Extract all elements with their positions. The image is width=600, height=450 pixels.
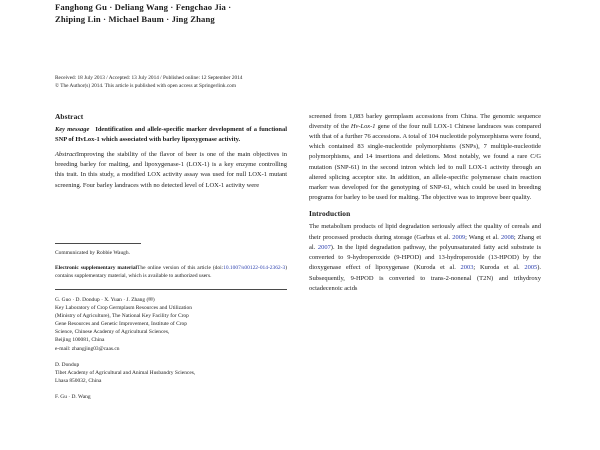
affiliation-2-authors: D. Dondup [55,361,80,368]
abstract-continuation [309,112,541,204]
affiliation-1 [55,296,287,353]
doi-link[interactable]: 10.1007/s00122-014-2362-3 [223,265,286,272]
citation-link-garbus-2009[interactable]: 2009 [452,233,466,241]
key-message-text: Identification and allele-specific marker development of a functional SNP of HvLox-1 which associated with barley lipoxygenase activity. [55,125,287,143]
citation-link-zhang-2007[interactable]: 2007 [317,243,331,251]
affiliation-2 [55,361,287,386]
esm-text-b: ) contains supplementary material, which is available to authorized users. [55,265,287,280]
footnote-rule-top [55,243,141,244]
affiliation-3-authors: F. Gu · D. Wang [55,394,91,401]
affiliation-2-line-1: Tibet Academy of Agricultural and Animal Husbandry Sciences, [55,369,196,376]
footnote-rule-middle [55,289,287,290]
affiliation-1-line-2: (Ministry of Agriculture), The National Key Facility for Crop [55,312,189,319]
key-message-paragraph [55,125,287,145]
author-line-2: Zhiping Lin · Michael Baum · Jing Zhang [55,14,215,25]
affiliation-1-line-4: Science, Chinese Academy of Agricultural Sciences, [55,329,170,336]
citation-link-kuroda-2003[interactable]: 2003 [460,264,474,272]
abstract-text-left: Improving the stability of the flavor of beer is one of the main objectives in breeding barley for malting, and lipoxygenase-1 (LOX-1) is a key enzyme controlling this trait. In this study, a modified LOX activity assay was used for null LOX-1 mutant screening. Four barley landraces with no detected level of LOX-1 activity were [55,150,287,189]
affiliation-1-line-3: Gene Resources and Genetic Improvement, Institute of Crop [55,321,187,328]
intro-seg-4: ). In the lipid degradation pathway, the polyunsaturated fatty acid substrate is converted to 9-hydroperoxide (9-HPOD) and 13-hydroperoxide (13-HPOD) by the dioxygenase effect of lipoxygenase (Kuroda et al. [309,243,541,272]
abstract-label: Abstract [55,150,77,158]
key-message-label: Key message [55,125,90,133]
affiliation-2-line-2: Lhasa 850032, China [55,378,102,385]
intro-seg-2: ; Wang et al. [465,233,502,241]
affiliation-1-email[interactable]: e-mail: zhangjing03@caas.cn [55,345,120,352]
citation-link-wang-2008[interactable]: 2008 [501,233,514,241]
author-line-1: Fanghong Gu · Deliang Wang · Fengchao Jia · [55,2,232,12]
intro-seg-6: ). Subsequently, 9-HPOD is converted to trans-2-nonenal (T2N) and trihydroxy octadecenoic acids [309,264,542,292]
affiliation-1-authors: G. Guo · D. Dondup · X. Yuan · J. Zhang (✉) [55,296,155,303]
introduction-heading: Introduction [309,209,351,219]
esm-text [55,264,287,280]
esm-text-a: The online version of this article (doi: [137,265,224,272]
intro-seg-1: The metabolism products of lipid degradation seriously affect the quality of cereals and their processed products during storage (Garbus et al. [309,223,541,241]
footnote-block [55,243,287,409]
introduction-paragraph [309,222,541,294]
gene-name-hvlox1: Hv-Lox-1 [350,122,376,130]
communicated-by-text: Communicated by Robbie Waugh. [55,250,130,256]
received-accepted-line: Received: 18 July 2013 / Accepted: 13 July 2014 / Published online: 12 September 2014 [55,75,243,82]
intro-seg-3: ; Zhang et al. [309,233,541,251]
abstract-heading: Abstract [55,111,84,121]
publication-dates [55,74,548,90]
abstract-cont-b: gene of the four null LOX-1 Chinese landraces was compared with that of a further 76 accessions. A total of 104 nucleotide polymorphisms were found, which contained 83 single-nucleotide polymorphisms (SNPs), 7 multiple-nucleotide polymorphisms, and 14 insertions and deletions. Most notably, we found a rare C/G mutation (SNP-61) in the second intron which led to null LOX-1 activity through an altered splicing acceptor site. In addition, an allele-specific polymerase chain reaction marker was developed for the genotyping of SNP-61, which could be used in breeding programs for barley to be used for malting. The objective was to improve beer quality. [309,122,541,202]
esm-label: Electronic supplementary material [55,265,138,272]
communicated-by-block [55,249,287,257]
abstract-paragraph [55,150,287,191]
copyright-line: © The Author(s) 2014. This article is published with open access at Springerlink.com [55,83,236,90]
abstract-cont-a: screened from 1,083 barley germplasm accessions from China. The genomic sequence diversity of the [309,112,541,130]
author-list [55,0,548,25]
right-column [309,112,541,295]
affiliation-3 [55,393,287,401]
affiliation-1-line-1: Key Laboratory of Crop Germplasm Resources and Utilization [55,304,192,311]
intro-seg-5: ; Kuroda et al. [473,264,525,272]
esm-block [55,264,287,280]
citation-link-kuroda-2005[interactable]: 2005 [524,264,538,272]
affiliation-1-line-5: Beijing 100081, China [55,337,105,344]
